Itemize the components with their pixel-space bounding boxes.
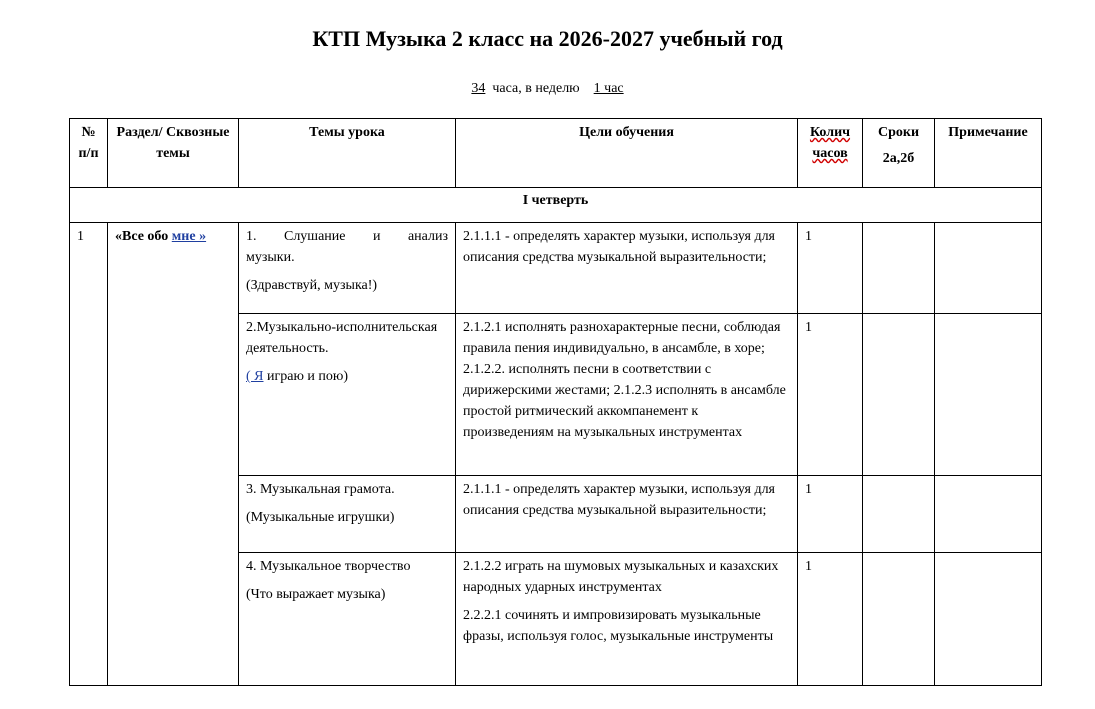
lesson-hours: 1 xyxy=(798,314,863,476)
lesson-dates xyxy=(863,223,935,314)
lesson-topic-line: 4. Музыкальное творчество xyxy=(246,559,411,574)
total-hours: 34 xyxy=(471,81,486,96)
lesson-note xyxy=(935,476,1042,553)
quarter-row xyxy=(70,188,1042,223)
lesson-topic xyxy=(239,476,456,553)
header-note: Примечание xyxy=(935,119,1042,188)
row-number: 1 xyxy=(70,223,108,686)
lesson-dates xyxy=(863,476,935,553)
header-dates xyxy=(863,119,935,188)
lesson-plan-table xyxy=(69,118,1042,686)
lesson-goals xyxy=(456,553,798,686)
lesson-dates xyxy=(863,553,935,686)
lesson-subtitle xyxy=(246,366,448,387)
hours-line xyxy=(0,81,1095,97)
lesson-note xyxy=(935,223,1042,314)
lesson-subtitle-text: играю и пою) xyxy=(263,369,349,384)
header-count xyxy=(798,119,863,188)
lesson-subtitle-link[interactable]: ( Я xyxy=(246,369,264,384)
section-name-link[interactable]: мне » xyxy=(171,229,207,244)
goal-item: 2.1.2.2 играть на шумовых музыкальных и казахских народных ударных инструментах xyxy=(463,559,779,595)
lesson-subtitle: (Что выражает музыка) xyxy=(246,587,386,602)
lesson-subtitle: (Музыкальные игрушки) xyxy=(246,510,395,525)
lesson-dates xyxy=(863,314,935,476)
header-section: Раздел/ Сквозные темы xyxy=(108,119,239,188)
table-row xyxy=(70,223,1042,314)
lesson-hours: 1 xyxy=(798,223,863,314)
lesson-subtitle: (Здравствуй, музыка!) xyxy=(246,278,378,293)
header-num: № п/п xyxy=(70,119,108,188)
lesson-goals: 2.1.1.1 - определять характер музыки, используя для описания средства музыкальной выразительности; xyxy=(456,476,798,553)
lesson-topic-line: музыки. xyxy=(246,250,295,265)
quarter-label: I четверть xyxy=(70,188,1042,223)
goal-item: 2.2.2.1 сочинять и импровизировать музыкальные фразы, используя голос, музыкальные инструменты xyxy=(463,608,774,644)
lesson-topic-line: 1. Слушание и анализ xyxy=(246,229,448,244)
section-name xyxy=(108,223,239,686)
per-week-label: часа, в неделю xyxy=(492,81,580,96)
header-row xyxy=(70,119,1042,188)
lesson-hours: 1 xyxy=(798,476,863,553)
lesson-note xyxy=(935,553,1042,686)
lesson-topic-line: 2.Музыкально-исполнительская деятельность. xyxy=(246,320,438,356)
header-classes: 2а,2б xyxy=(882,151,915,166)
header-dates-label: Сроки xyxy=(877,125,920,140)
header-count-text: Колич часов xyxy=(809,125,851,161)
lesson-topic-line: 3. Музыкальная грамота. xyxy=(246,482,395,497)
document-title: КТП Музыка 2 класс на 2026-2027 учебный год xyxy=(312,26,783,51)
lesson-topic xyxy=(239,223,456,314)
lesson-hours: 1 xyxy=(798,553,863,686)
header-topics: Темы урока xyxy=(239,119,456,188)
lesson-note xyxy=(935,314,1042,476)
lesson-goals: 2.1.2.1 исполнять разнохарактерные песни, соблюдая правила пения индивидуально, в ансамбле, в хоре; 2.1.2.2. исполнять песни в соответствии с дирижерскими жестами; 2.1.2.3 исполнять в ансамбле простой ритмический аккомпанемент к произведениям на музыкальных инструментах xyxy=(456,314,798,476)
hours-per-week: 1 час xyxy=(593,81,624,96)
lesson-topic xyxy=(239,314,456,476)
section-name-text: «Все обо xyxy=(115,229,172,244)
lesson-goals: 2.1.1.1 - определять характер музыки, используя для описания средства музыкальной выразительности; xyxy=(456,223,798,314)
lesson-topic xyxy=(239,553,456,686)
header-goals: Цели обучения xyxy=(456,119,798,188)
